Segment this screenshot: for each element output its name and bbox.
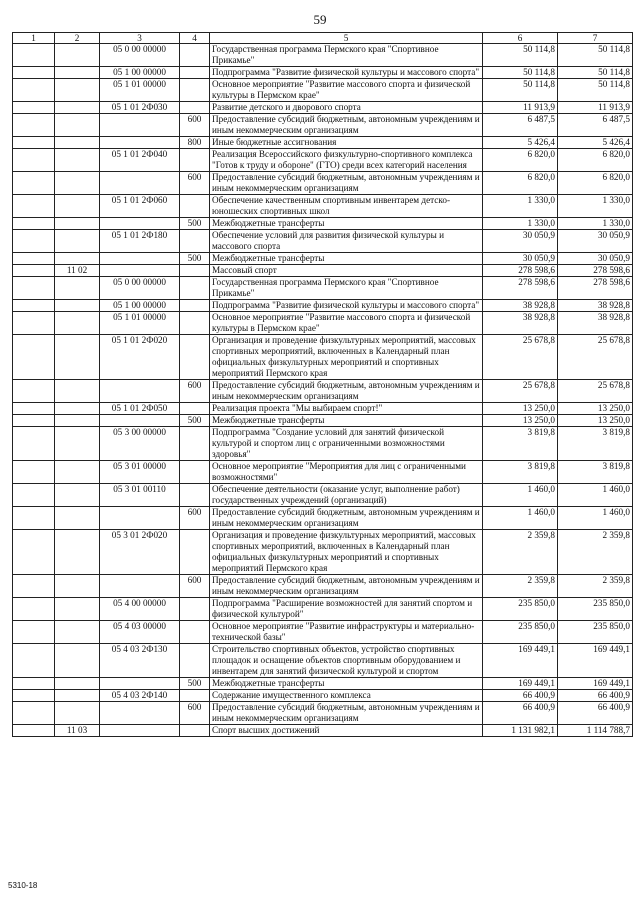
expense-type-cell bbox=[180, 195, 210, 218]
amount-cell: 66 400,9 bbox=[483, 690, 558, 702]
expense-type-cell bbox=[180, 725, 210, 737]
target-article-cell: 05 1 01 00000 bbox=[100, 79, 180, 102]
amount-cell: 30 050,9 bbox=[558, 230, 633, 253]
name-cell: Государственная программа Пермского края "Спортивное Прикамье" bbox=[210, 44, 483, 67]
expense-type-cell bbox=[180, 403, 210, 415]
subsection-cell bbox=[55, 530, 100, 575]
amount-cell: 3 819,8 bbox=[558, 427, 633, 461]
name-cell: Предоставление субсидий бюджетным, автономным учреждениям и иным некоммерческим организациям bbox=[210, 575, 483, 598]
section-cell bbox=[13, 427, 55, 461]
target-article-cell: 05 3 00 00000 bbox=[100, 427, 180, 461]
target-article-cell bbox=[100, 137, 180, 149]
subsection-cell bbox=[55, 67, 100, 79]
amount-cell: 38 928,8 bbox=[558, 300, 633, 312]
section-cell bbox=[13, 690, 55, 702]
column-header: 2 bbox=[55, 33, 100, 44]
table-row bbox=[13, 300, 633, 312]
name-cell: Организация и проведение физкультурных мероприятий, массовых спортивных мероприятий, включенных в Календарный план официальных физкультурных мероприятий и спортивных мероприятий Пермского края bbox=[210, 530, 483, 575]
amount-cell: 2 359,8 bbox=[558, 575, 633, 598]
subsection-cell: 11 03 bbox=[55, 725, 100, 737]
target-article-cell bbox=[100, 172, 180, 195]
section-cell bbox=[13, 678, 55, 690]
table-row bbox=[13, 44, 633, 67]
table-row bbox=[13, 277, 633, 300]
table-row bbox=[13, 678, 633, 690]
name-cell: Иные бюджетные ассигнования bbox=[210, 137, 483, 149]
amount-cell: 169 449,1 bbox=[483, 678, 558, 690]
target-article-cell bbox=[100, 253, 180, 265]
name-cell: Подпрограмма "Создание условий для занятий физической культурой и спортом лиц с ограниченными возможностями здоровья" bbox=[210, 427, 483, 461]
section-cell bbox=[13, 114, 55, 137]
subsection-cell bbox=[55, 403, 100, 415]
expense-type-cell: 600 bbox=[180, 702, 210, 725]
table-row bbox=[13, 102, 633, 114]
amount-cell: 235 850,0 bbox=[558, 598, 633, 621]
table-row bbox=[13, 690, 633, 702]
subsection-cell bbox=[55, 461, 100, 484]
amount-cell: 278 598,6 bbox=[483, 265, 558, 277]
section-cell bbox=[13, 530, 55, 575]
amount-cell: 13 250,0 bbox=[558, 403, 633, 415]
expense-type-cell bbox=[180, 79, 210, 102]
section-cell bbox=[13, 702, 55, 725]
name-cell: Межбюджетные трансферты bbox=[210, 415, 483, 427]
expense-type-cell bbox=[180, 102, 210, 114]
expense-type-cell bbox=[180, 277, 210, 300]
amount-cell: 278 598,6 bbox=[483, 277, 558, 300]
column-header: 1 bbox=[13, 33, 55, 44]
amount-cell: 2 359,8 bbox=[483, 530, 558, 575]
amount-cell: 1 131 982,1 bbox=[483, 725, 558, 737]
column-header: 7 bbox=[558, 33, 633, 44]
subsection-cell bbox=[55, 702, 100, 725]
amount-cell: 235 850,0 bbox=[483, 621, 558, 644]
target-article-cell: 05 0 00 00000 bbox=[100, 44, 180, 67]
target-article-cell: 05 0 00 00000 bbox=[100, 277, 180, 300]
target-article-cell bbox=[100, 678, 180, 690]
amount-cell: 1 114 788,7 bbox=[558, 725, 633, 737]
amount-cell: 30 050,9 bbox=[558, 253, 633, 265]
section-cell bbox=[13, 102, 55, 114]
subsection-cell bbox=[55, 218, 100, 230]
amount-cell: 13 250,0 bbox=[558, 415, 633, 427]
table-row bbox=[13, 725, 633, 737]
table-row bbox=[13, 621, 633, 644]
amount-cell: 6 487,5 bbox=[483, 114, 558, 137]
amount-cell: 11 913,9 bbox=[483, 102, 558, 114]
target-article-cell: 05 3 01 00000 bbox=[100, 461, 180, 484]
amount-cell: 6 487,5 bbox=[558, 114, 633, 137]
amount-cell: 3 819,8 bbox=[483, 461, 558, 484]
name-cell: Предоставление субсидий бюджетным, автономным учреждениям и иным некоммерческим организациям bbox=[210, 114, 483, 137]
name-cell: Реализация Всероссийского физкультурно-спортивного комплекса "Готов к труду и обороне" (ГТО) среди всех категорий населения bbox=[210, 149, 483, 172]
amount-cell: 25 678,8 bbox=[558, 335, 633, 380]
table-row bbox=[13, 253, 633, 265]
target-article-cell bbox=[100, 575, 180, 598]
subsection-cell bbox=[55, 621, 100, 644]
amount-cell: 169 449,1 bbox=[558, 644, 633, 678]
name-cell: Межбюджетные трансферты bbox=[210, 218, 483, 230]
section-cell bbox=[13, 598, 55, 621]
amount-cell: 50 114,8 bbox=[558, 44, 633, 67]
expense-type-cell bbox=[180, 149, 210, 172]
target-article-cell: 05 4 00 00000 bbox=[100, 598, 180, 621]
subsection-cell bbox=[55, 230, 100, 253]
amount-cell: 235 850,0 bbox=[558, 621, 633, 644]
subsection-cell bbox=[55, 195, 100, 218]
expense-type-cell bbox=[180, 44, 210, 67]
amount-cell: 169 449,1 bbox=[483, 644, 558, 678]
table-row bbox=[13, 114, 633, 137]
subsection-cell bbox=[55, 44, 100, 67]
section-cell bbox=[13, 507, 55, 530]
amount-cell: 13 250,0 bbox=[483, 403, 558, 415]
expense-type-cell: 600 bbox=[180, 575, 210, 598]
section-cell bbox=[13, 149, 55, 172]
expense-type-cell: 600 bbox=[180, 380, 210, 403]
table-row bbox=[13, 403, 633, 415]
table-row bbox=[13, 575, 633, 598]
subsection-cell bbox=[55, 415, 100, 427]
table-row bbox=[13, 702, 633, 725]
amount-cell: 1 330,0 bbox=[483, 218, 558, 230]
name-cell: Спорт высших достижений bbox=[210, 725, 483, 737]
expense-type-cell: 600 bbox=[180, 172, 210, 195]
table-row bbox=[13, 312, 633, 335]
expense-type-cell bbox=[180, 530, 210, 575]
amount-cell: 50 114,8 bbox=[558, 79, 633, 102]
name-cell: Межбюджетные трансферты bbox=[210, 678, 483, 690]
subsection-cell bbox=[55, 678, 100, 690]
subsection-cell bbox=[55, 277, 100, 300]
column-header: 5 bbox=[210, 33, 483, 44]
amount-cell: 66 400,9 bbox=[483, 702, 558, 725]
expense-type-cell bbox=[180, 427, 210, 461]
amount-cell: 25 678,8 bbox=[558, 380, 633, 403]
section-cell bbox=[13, 277, 55, 300]
table-row bbox=[13, 230, 633, 253]
amount-cell: 66 400,9 bbox=[558, 702, 633, 725]
column-header-row bbox=[13, 33, 633, 44]
section-cell bbox=[13, 644, 55, 678]
expense-type-cell: 500 bbox=[180, 253, 210, 265]
amount-cell: 235 850,0 bbox=[483, 598, 558, 621]
target-article-cell: 05 1 00 00000 bbox=[100, 300, 180, 312]
name-cell: Массовый спорт bbox=[210, 265, 483, 277]
amount-cell: 169 449,1 bbox=[558, 678, 633, 690]
section-cell bbox=[13, 172, 55, 195]
expense-type-cell bbox=[180, 67, 210, 79]
subsection-cell bbox=[55, 137, 100, 149]
target-article-cell: 05 4 03 2Ф130 bbox=[100, 644, 180, 678]
table-row bbox=[13, 137, 633, 149]
amount-cell: 1 460,0 bbox=[558, 484, 633, 507]
name-cell: Развитие детского и дворового спорта bbox=[210, 102, 483, 114]
subsection-cell bbox=[55, 114, 100, 137]
amount-cell: 6 820,0 bbox=[558, 172, 633, 195]
section-cell bbox=[13, 253, 55, 265]
amount-cell: 25 678,8 bbox=[483, 335, 558, 380]
amount-cell: 6 820,0 bbox=[483, 172, 558, 195]
expense-type-cell: 800 bbox=[180, 137, 210, 149]
expense-type-cell bbox=[180, 312, 210, 335]
subsection-cell bbox=[55, 644, 100, 678]
table-row bbox=[13, 172, 633, 195]
target-article-cell bbox=[100, 507, 180, 530]
table-row bbox=[13, 415, 633, 427]
section-cell bbox=[13, 265, 55, 277]
table-row bbox=[13, 484, 633, 507]
amount-cell: 38 928,8 bbox=[558, 312, 633, 335]
section-cell bbox=[13, 335, 55, 380]
amount-cell: 50 114,8 bbox=[483, 44, 558, 67]
target-article-cell bbox=[100, 415, 180, 427]
budget-table bbox=[12, 32, 633, 737]
amount-cell: 1 330,0 bbox=[558, 195, 633, 218]
subsection-cell bbox=[55, 598, 100, 621]
section-cell bbox=[13, 403, 55, 415]
section-cell bbox=[13, 415, 55, 427]
amount-cell: 2 359,8 bbox=[483, 575, 558, 598]
target-article-cell: 05 1 01 2Ф020 bbox=[100, 335, 180, 380]
name-cell: Основное мероприятие "Развитие инфраструктуры и материально-технической базы" bbox=[210, 621, 483, 644]
column-header: 3 bbox=[100, 33, 180, 44]
section-cell bbox=[13, 79, 55, 102]
subsection-cell bbox=[55, 300, 100, 312]
subsection-cell bbox=[55, 102, 100, 114]
expense-type-cell bbox=[180, 598, 210, 621]
subsection-cell bbox=[55, 575, 100, 598]
name-cell: Основное мероприятие "Мероприятия для лиц с ограниченными возможностями" bbox=[210, 461, 483, 484]
name-cell: Содержание имущественного комплекса bbox=[210, 690, 483, 702]
section-cell bbox=[13, 380, 55, 403]
name-cell: Предоставление субсидий бюджетным, автономным учреждениям и иным некоммерческим организациям bbox=[210, 172, 483, 195]
amount-cell: 66 400,9 bbox=[558, 690, 633, 702]
amount-cell: 50 114,8 bbox=[483, 67, 558, 79]
amount-cell: 1 330,0 bbox=[483, 195, 558, 218]
amount-cell: 2 359,8 bbox=[558, 530, 633, 575]
table-row bbox=[13, 644, 633, 678]
expense-type-cell bbox=[180, 300, 210, 312]
name-cell: Подпрограмма "Развитие физической культуры и массового спорта" bbox=[210, 300, 483, 312]
name-cell: Предоставление субсидий бюджетным, автономным учреждениям и иным некоммерческим организациям bbox=[210, 702, 483, 725]
subsection-cell: 11 02 bbox=[55, 265, 100, 277]
name-cell: Подпрограмма "Развитие физической культуры и массового спорта" bbox=[210, 67, 483, 79]
subsection-cell bbox=[55, 172, 100, 195]
amount-cell: 6 820,0 bbox=[558, 149, 633, 172]
target-article-cell: 05 1 01 2Ф030 bbox=[100, 102, 180, 114]
expense-type-cell bbox=[180, 230, 210, 253]
target-article-cell: 05 1 01 2Ф050 bbox=[100, 403, 180, 415]
subsection-cell bbox=[55, 380, 100, 403]
expense-type-cell bbox=[180, 644, 210, 678]
amount-cell: 30 050,9 bbox=[483, 230, 558, 253]
name-cell: Предоставление субсидий бюджетным, автономным учреждениям и иным некоммерческим организациям bbox=[210, 380, 483, 403]
column-header: 4 bbox=[180, 33, 210, 44]
amount-cell: 3 819,8 bbox=[558, 461, 633, 484]
target-article-cell bbox=[100, 265, 180, 277]
name-cell: Предоставление субсидий бюджетным, автономным учреждениям и иным некоммерческим организациям bbox=[210, 507, 483, 530]
section-cell bbox=[13, 575, 55, 598]
table-row bbox=[13, 265, 633, 277]
page-number: 59 bbox=[313, 12, 327, 27]
target-article-cell bbox=[100, 380, 180, 403]
subsection-cell bbox=[55, 427, 100, 461]
amount-cell: 30 050,9 bbox=[483, 253, 558, 265]
amount-cell: 13 250,0 bbox=[483, 415, 558, 427]
expense-type-cell bbox=[180, 484, 210, 507]
target-article-cell: 05 3 01 2Ф020 bbox=[100, 530, 180, 575]
column-header: 6 bbox=[483, 33, 558, 44]
amount-cell: 278 598,6 bbox=[558, 277, 633, 300]
name-cell: Обеспечение качественным спортивным инвентарем детско-юношеских спортивных школ bbox=[210, 195, 483, 218]
section-cell bbox=[13, 484, 55, 507]
name-cell: Основное мероприятие "Развитие массового спорта и физической культуры в Пермском крае" bbox=[210, 312, 483, 335]
expense-type-cell: 500 bbox=[180, 218, 210, 230]
section-cell bbox=[13, 300, 55, 312]
target-article-cell: 05 1 01 2Ф060 bbox=[100, 195, 180, 218]
target-article-cell bbox=[100, 725, 180, 737]
amount-cell: 50 114,8 bbox=[558, 67, 633, 79]
expense-type-cell: 600 bbox=[180, 114, 210, 137]
subsection-cell bbox=[55, 253, 100, 265]
name-cell: Государственная программа Пермского края "Спортивное Прикамье" bbox=[210, 277, 483, 300]
amount-cell: 3 819,8 bbox=[483, 427, 558, 461]
table-row bbox=[13, 79, 633, 102]
name-cell: Обеспечение условий для развития физической культуры и массового спорта bbox=[210, 230, 483, 253]
expense-type-cell bbox=[180, 265, 210, 277]
amount-cell: 25 678,8 bbox=[483, 380, 558, 403]
section-cell bbox=[13, 195, 55, 218]
amount-cell: 50 114,8 bbox=[483, 79, 558, 102]
table-row bbox=[13, 461, 633, 484]
expense-type-cell: 500 bbox=[180, 415, 210, 427]
subsection-cell bbox=[55, 335, 100, 380]
subsection-cell bbox=[55, 690, 100, 702]
amount-cell: 1 460,0 bbox=[483, 484, 558, 507]
name-cell: Реализация проекта "Мы выбираем спорт!" bbox=[210, 403, 483, 415]
name-cell: Строительство спортивных объектов, устройство спортивных площадок и оснащение объектов спортивным оборудованием и инвентарем для занятий физической культурой и спортом bbox=[210, 644, 483, 678]
target-article-cell: 05 4 03 00000 bbox=[100, 621, 180, 644]
amount-cell: 1 460,0 bbox=[483, 507, 558, 530]
expense-type-cell: 600 bbox=[180, 507, 210, 530]
target-article-cell: 05 1 01 2Ф040 bbox=[100, 149, 180, 172]
amount-cell: 1 460,0 bbox=[558, 507, 633, 530]
target-article-cell: 05 4 03 2Ф140 bbox=[100, 690, 180, 702]
table-row bbox=[13, 427, 633, 461]
expense-type-cell bbox=[180, 335, 210, 380]
section-cell bbox=[13, 44, 55, 67]
expense-type-cell: 500 bbox=[180, 678, 210, 690]
section-cell bbox=[13, 67, 55, 79]
name-cell: Межбюджетные трансферты bbox=[210, 253, 483, 265]
subsection-cell bbox=[55, 79, 100, 102]
target-article-cell: 05 1 00 00000 bbox=[100, 67, 180, 79]
table-row bbox=[13, 67, 633, 79]
table-row bbox=[13, 380, 633, 403]
table-row bbox=[13, 530, 633, 575]
amount-cell: 38 928,8 bbox=[483, 300, 558, 312]
section-cell bbox=[13, 312, 55, 335]
section-cell bbox=[13, 137, 55, 149]
amount-cell: 6 820,0 bbox=[483, 149, 558, 172]
footer-code: 5310-18 bbox=[8, 881, 38, 890]
section-cell bbox=[13, 230, 55, 253]
subsection-cell bbox=[55, 484, 100, 507]
section-cell bbox=[13, 218, 55, 230]
table-row bbox=[13, 149, 633, 172]
expense-type-cell bbox=[180, 461, 210, 484]
target-article-cell bbox=[100, 218, 180, 230]
table-row bbox=[13, 195, 633, 218]
amount-cell: 278 598,6 bbox=[558, 265, 633, 277]
name-cell: Основное мероприятие "Развитие массового спорта и физической культуры в Пермском крае" bbox=[210, 79, 483, 102]
amount-cell: 1 330,0 bbox=[558, 218, 633, 230]
expense-type-cell bbox=[180, 621, 210, 644]
expense-type-cell bbox=[180, 690, 210, 702]
table-row bbox=[13, 507, 633, 530]
section-cell bbox=[13, 621, 55, 644]
table-row bbox=[13, 335, 633, 380]
amount-cell: 5 426,4 bbox=[558, 137, 633, 149]
table-row bbox=[13, 218, 633, 230]
target-article-cell: 05 3 01 00110 bbox=[100, 484, 180, 507]
target-article-cell bbox=[100, 702, 180, 725]
name-cell: Подпрограмма "Расширение возможностей для занятий спортом и физической культурой" bbox=[210, 598, 483, 621]
section-cell bbox=[13, 461, 55, 484]
amount-cell: 38 928,8 bbox=[483, 312, 558, 335]
subsection-cell bbox=[55, 312, 100, 335]
name-cell: Обеспечение деятельности (оказание услуг, выполнение работ) государственных учреждений (организаций) bbox=[210, 484, 483, 507]
table-row bbox=[13, 598, 633, 621]
name-cell: Организация и проведение физкультурных мероприятий, массовых спортивных мероприятий, включенных в Календарный план официальных физкультурных мероприятий и спортивных мероприятий Пермского края bbox=[210, 335, 483, 380]
subsection-cell bbox=[55, 149, 100, 172]
subsection-cell bbox=[55, 507, 100, 530]
amount-cell: 5 426,4 bbox=[483, 137, 558, 149]
target-article-cell: 05 1 01 00000 bbox=[100, 312, 180, 335]
section-cell bbox=[13, 725, 55, 737]
target-article-cell bbox=[100, 114, 180, 137]
target-article-cell: 05 1 01 2Ф180 bbox=[100, 230, 180, 253]
amount-cell: 11 913,9 bbox=[558, 102, 633, 114]
